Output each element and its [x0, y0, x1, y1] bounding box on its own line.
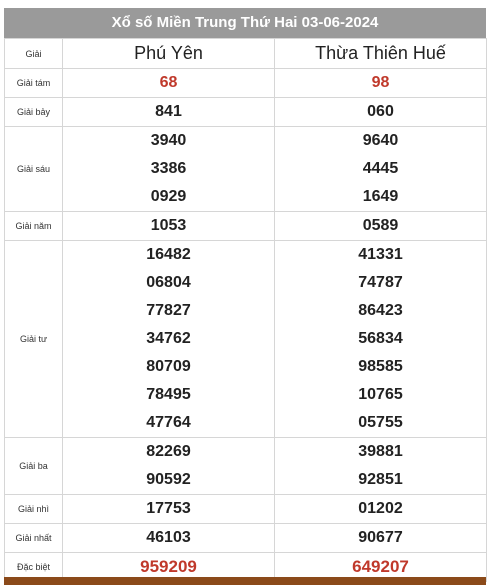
prize-label: Giải tư [5, 241, 63, 438]
prize-cell-phu-yen [63, 69, 275, 98]
header-province-thua-thien-hue: Thừa Thiên Huế [275, 39, 487, 69]
prize-number: 01202 [358, 500, 403, 517]
prize-number: 78495 [146, 386, 191, 403]
prize-number: 80709 [146, 358, 191, 375]
prize-number: 39881 [358, 443, 403, 460]
prize-cell-phu-yen [63, 241, 275, 438]
prize-number: 74787 [358, 274, 403, 291]
prize-label: Giải nhì [5, 495, 63, 524]
prize-number: 82269 [146, 443, 191, 460]
table-header-row [5, 39, 487, 69]
prize-cell-thua-thien-hue [275, 127, 487, 212]
prize-cell-phu-yen [63, 98, 275, 127]
prize-cell-phu-yen [63, 524, 275, 553]
prize-number: 90592 [146, 471, 191, 488]
header-province-phu-yen: Phú Yên [63, 39, 275, 69]
prize-cell-thua-thien-hue [275, 241, 487, 438]
prize-number: 16482 [146, 246, 191, 263]
prize-label: Giải sáu [5, 127, 63, 212]
prize-cell-phu-yen [63, 212, 275, 241]
prize-number: 41331 [358, 246, 403, 263]
prize-rows [5, 69, 487, 582]
prize-number: 0589 [362, 217, 399, 234]
prize-cell-thua-thien-hue [275, 524, 487, 553]
prize-number: 1649 [362, 188, 399, 205]
prize-cell-thua-thien-hue [275, 69, 487, 98]
header-prize-label: Giải [5, 39, 63, 69]
prize-number: 649207 [352, 557, 409, 576]
prize-number: 98585 [358, 358, 403, 375]
prize-number: 92851 [358, 471, 403, 488]
prize-cell-thua-thien-hue [275, 98, 487, 127]
prize-number: 17753 [146, 500, 191, 517]
prize-number: 4445 [362, 160, 399, 177]
prize-number: 10765 [358, 386, 403, 403]
prize-number: 0929 [150, 188, 187, 205]
prize-label: Đặc biệt [5, 553, 63, 582]
prize-cell-thua-thien-hue [275, 438, 487, 495]
prize-number: 47764 [146, 414, 191, 431]
prize-number: 90677 [358, 529, 403, 546]
results-title: Xổ số Miền Trung Thứ Hai 03-06-2024 [4, 8, 486, 38]
prize-row [5, 524, 487, 553]
prize-number: 56834 [358, 330, 403, 347]
prize-row [5, 495, 487, 524]
prize-number: 959209 [140, 557, 197, 576]
prize-number: 841 [155, 103, 182, 120]
prize-number: 86423 [358, 302, 403, 319]
prize-number: 05755 [358, 414, 403, 431]
prize-row [5, 212, 487, 241]
prize-number: 77827 [146, 302, 191, 319]
prize-number: 3386 [150, 160, 187, 177]
prize-label: Giải bảy [5, 98, 63, 127]
prize-row [5, 127, 487, 212]
prize-number: 1053 [150, 217, 187, 234]
prize-number: 9640 [362, 132, 399, 149]
prize-cell-phu-yen [63, 495, 275, 524]
prize-row [5, 241, 487, 438]
prize-number: 3940 [150, 132, 187, 149]
prize-number: 06804 [146, 274, 191, 291]
prize-row [5, 438, 487, 495]
prize-number: 060 [367, 103, 394, 120]
prize-cell-phu-yen [63, 127, 275, 212]
prize-label: Giải nhất [5, 524, 63, 553]
prize-number: 98 [371, 74, 390, 91]
bottom-accent-bar [4, 577, 486, 585]
prize-label: Giải ba [5, 438, 63, 495]
prize-cell-phu-yen [63, 438, 275, 495]
prize-cell-thua-thien-hue [275, 495, 487, 524]
prize-label: Giải tám [5, 69, 63, 98]
prize-cell-thua-thien-hue [275, 212, 487, 241]
prize-row [5, 98, 487, 127]
prize-number: 34762 [146, 330, 191, 347]
prize-label: Giải năm [5, 212, 63, 241]
prize-number: 68 [159, 74, 178, 91]
prize-number: 46103 [146, 529, 191, 546]
results-table [4, 38, 487, 582]
prize-row [5, 69, 487, 98]
